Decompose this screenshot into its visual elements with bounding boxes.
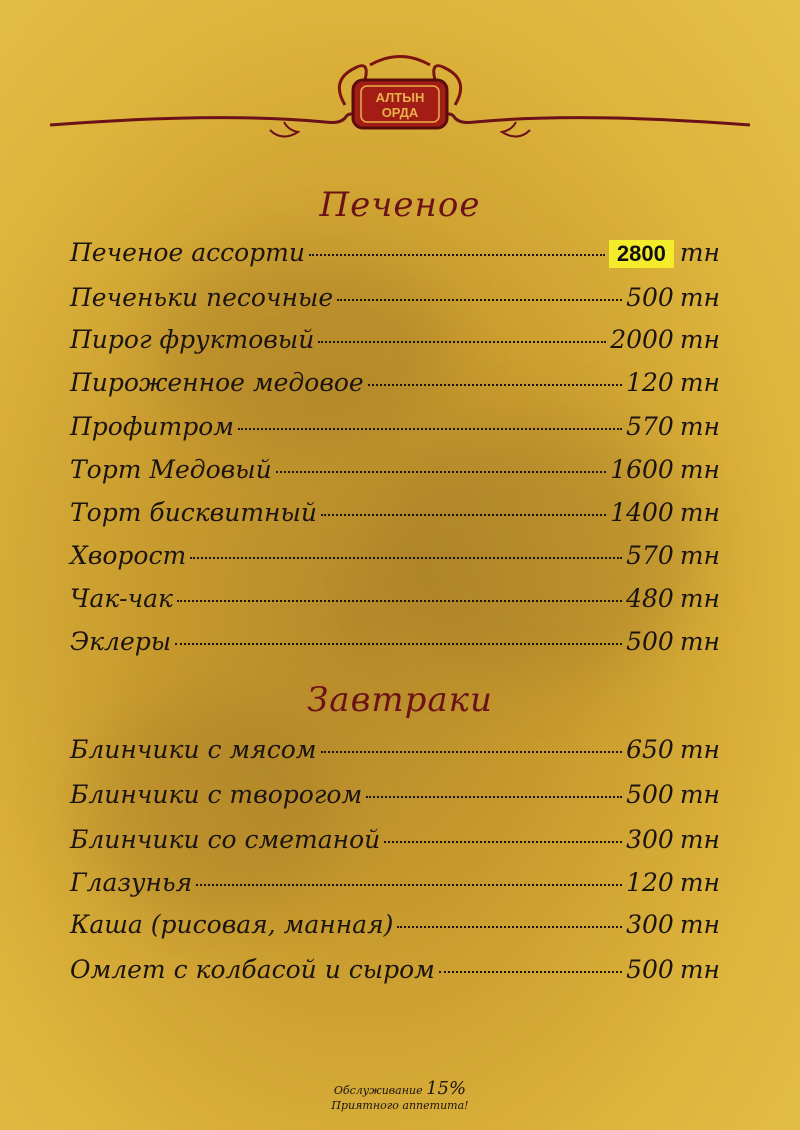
menu-item <box>70 455 720 491</box>
item-name: Чак-чак <box>70 584 173 613</box>
item-price: 480 <box>626 584 674 613</box>
item-unit: тн <box>679 455 720 484</box>
item-name: Печеньки песочные <box>70 283 334 312</box>
dot-leader <box>276 471 607 473</box>
item-unit: тн <box>679 627 720 656</box>
menu-item <box>70 910 720 946</box>
wish-text: Приятного аппетита! <box>331 1099 469 1112</box>
item-name: Пироженное медовое <box>70 368 364 397</box>
item-price: 500 <box>626 780 674 809</box>
item-unit: тн <box>679 955 720 984</box>
item-price: 2800 <box>609 240 674 268</box>
dot-leader <box>384 841 622 843</box>
dot-leader <box>190 557 622 559</box>
dot-leader <box>309 254 605 256</box>
item-unit: тн <box>679 868 720 897</box>
item-unit: тн <box>679 825 720 854</box>
item-unit: тн <box>679 584 720 613</box>
menu-item <box>70 283 720 319</box>
dot-leader <box>368 384 622 386</box>
item-price: 300 <box>626 825 674 854</box>
dot-leader <box>439 971 622 973</box>
item-name: Каша (рисовая, манная) <box>70 910 394 939</box>
item-price: 1400 <box>610 498 674 527</box>
item-unit: тн <box>679 780 720 809</box>
item-unit: тн <box>679 325 720 354</box>
item-name: Торт Медовый <box>70 455 272 484</box>
item-name: Профитром <box>70 412 235 441</box>
item-name: Глазунья <box>70 868 193 897</box>
menu-item <box>70 868 720 904</box>
item-unit: тн <box>679 498 720 527</box>
section-title: Завтраки <box>307 680 493 720</box>
item-price: 300 <box>626 910 674 939</box>
menu-item <box>70 238 720 274</box>
service-label: Обслуживание <box>333 1084 423 1097</box>
item-name: Торт бисквитный <box>70 498 317 527</box>
menu-item <box>70 627 720 663</box>
item-name: Омлет с колбасой и сыром <box>70 955 435 984</box>
menu-item <box>70 780 720 816</box>
item-price: 500 <box>626 955 674 984</box>
menu-item <box>70 498 720 534</box>
item-name: Блинчики с мясом <box>70 735 317 764</box>
menu-item <box>70 541 720 577</box>
item-name: Пирог фруктовый <box>70 325 315 354</box>
item-unit: тн <box>679 412 720 441</box>
service-percent: 15% <box>426 1078 467 1099</box>
section-title: Печеное <box>319 185 481 225</box>
item-price: 120 <box>626 868 674 897</box>
item-name: Блинчики со сметаной <box>70 825 381 854</box>
dot-leader <box>321 514 606 516</box>
dot-leader <box>397 926 622 928</box>
dot-leader <box>318 341 606 343</box>
item-unit: тн <box>679 368 720 397</box>
menu-item <box>70 735 720 771</box>
svg-text:АЛТЫН: АЛТЫН <box>375 90 425 105</box>
item-price: 500 <box>626 283 674 312</box>
dot-leader <box>177 600 622 602</box>
item-name: Хворост <box>70 541 187 570</box>
dot-leader <box>321 751 623 753</box>
item-unit: тн <box>679 283 720 312</box>
menu-item <box>70 368 720 404</box>
item-unit: тн <box>679 238 720 267</box>
item-unit: тн <box>679 735 720 764</box>
item-price: 570 <box>626 412 674 441</box>
item-price: 1600 <box>610 455 674 484</box>
brand-logo <box>325 50 475 142</box>
item-name: Эклеры <box>70 627 172 656</box>
dot-leader <box>366 796 622 798</box>
menu-item <box>70 825 720 861</box>
item-price: 2000 <box>610 325 674 354</box>
menu-item <box>70 955 720 991</box>
item-unit: тн <box>679 910 720 939</box>
menu-item <box>70 584 720 620</box>
item-price: 500 <box>626 627 674 656</box>
dot-leader <box>196 884 622 886</box>
footer <box>300 1078 500 1112</box>
item-name: Блинчики с творогом <box>70 780 363 809</box>
dot-leader <box>175 643 622 645</box>
item-price: 120 <box>626 368 674 397</box>
item-unit: тн <box>679 541 720 570</box>
menu-item <box>70 325 720 361</box>
item-price: 650 <box>626 735 674 764</box>
menu-item <box>70 412 720 448</box>
dot-leader <box>337 299 622 301</box>
dot-leader <box>238 428 622 430</box>
item-name: Печеное ассорти <box>70 238 305 267</box>
item-price: 570 <box>626 541 674 570</box>
svg-text:ОРДА: ОРДА <box>381 105 419 120</box>
